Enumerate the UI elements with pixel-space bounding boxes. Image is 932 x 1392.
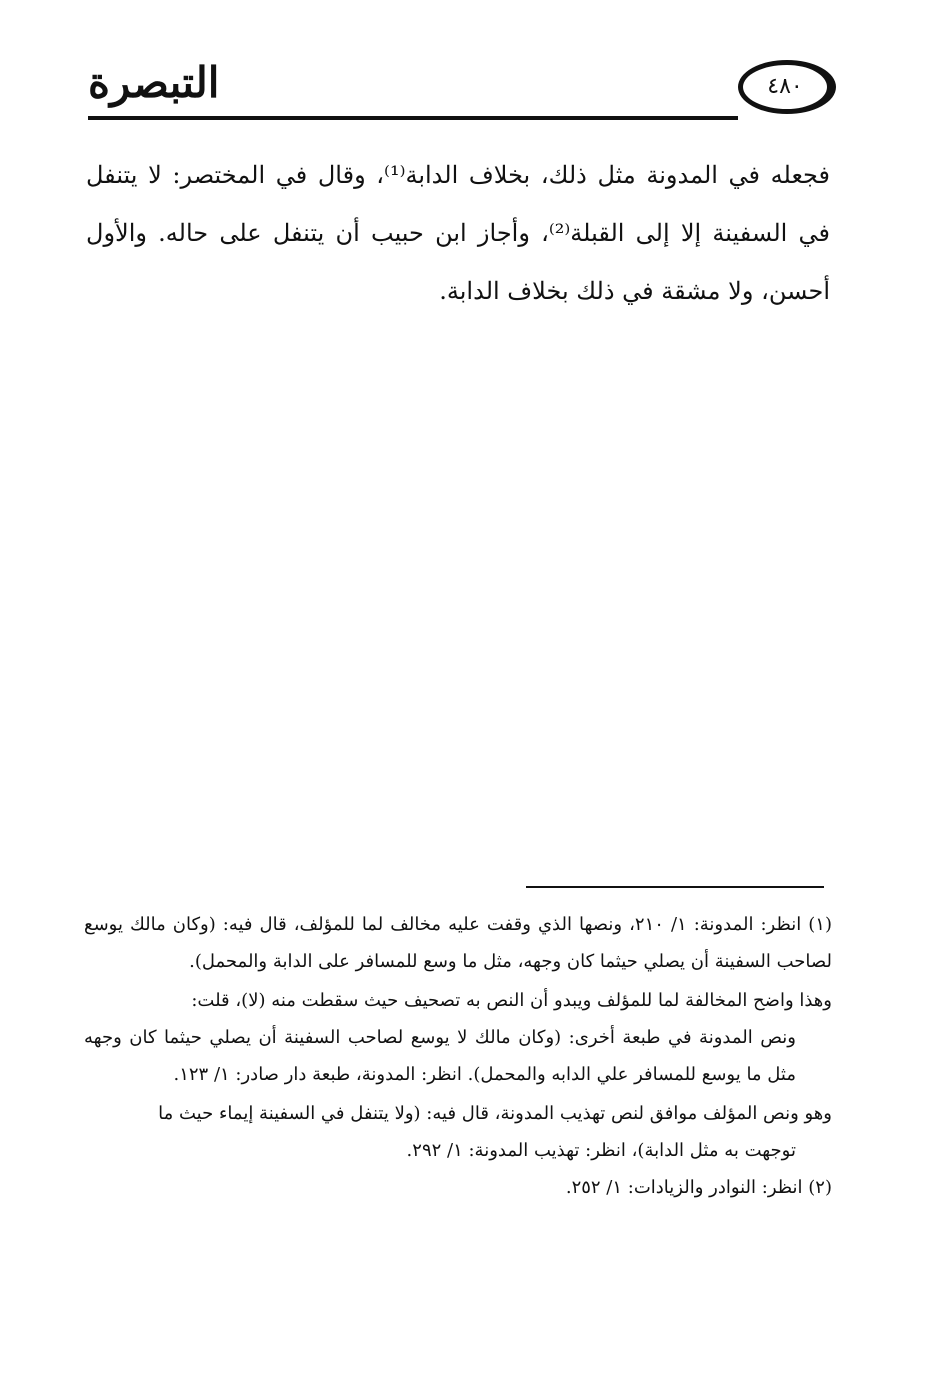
book-title: التبصرة <box>88 58 220 107</box>
footnote-separator <box>526 886 824 888</box>
main-paragraph: فجعله في المدونة مثل ذلك، بخلاف الدابة⁽¹⁾، وقال في المختصر: لا يتنفل في السفينة إلا إلى القبلة⁽²⁾، وأجاز ابن حبيب أن يتنفل على حاله. والأول أحسن، ولا مشقة في ذلك بخلاف الدابة. <box>86 161 831 305</box>
footnote-2: (٢) انظر: النوادر والزيادات: ١/ ٢٥٢. <box>565 1177 832 1198</box>
footnote-1-tahdhib-first-line: وهو ونص المؤلف موافق لنص تهذيب المدونة، قال فيه: (ولا يتنفل في السفينة إيماء حيث ما <box>158 1103 832 1124</box>
footnotes <box>84 906 832 1206</box>
footnote-1-note-first-line: وهذا واضح المخالفة لما للمؤلف ويبدو أن النص به تصحيف حيث سقطت منه (لا)، قلت: <box>191 990 832 1011</box>
page-header <box>88 52 840 132</box>
footnote-1-main: (١) انظر: المدونة: ١/ ٢١٠، ونصها الذي وقفت عليه مخالف لما للمؤلف، قال فيه: (وكان مالك يوسع لصاحب السفينة أن يصلي حيثما كان وجهه، مثل ما وسع للمسافر على الدابة والمحمل). <box>84 914 832 972</box>
header-rule <box>88 116 738 120</box>
page-number-oval <box>738 60 836 114</box>
footnote-1-tahdhib-continued: توجهت به مثل الدابة)، انظر: تهذيب المدونة: ١/ ٢٩٢. <box>406 1140 796 1161</box>
footnote-1-note-continued: ونص المدونة في طبعة أخرى: (وكان مالك لا يوسع لصاحب السفينة أن يصلي حيثما كان وجهه مثل ما يوسع للمسافر علي الدابه والمحمل). انظر: المدونة، طبعة دار صادر: ١/ ١٢٣. <box>84 1027 796 1085</box>
page-number: ٤٨٠ <box>767 74 803 99</box>
